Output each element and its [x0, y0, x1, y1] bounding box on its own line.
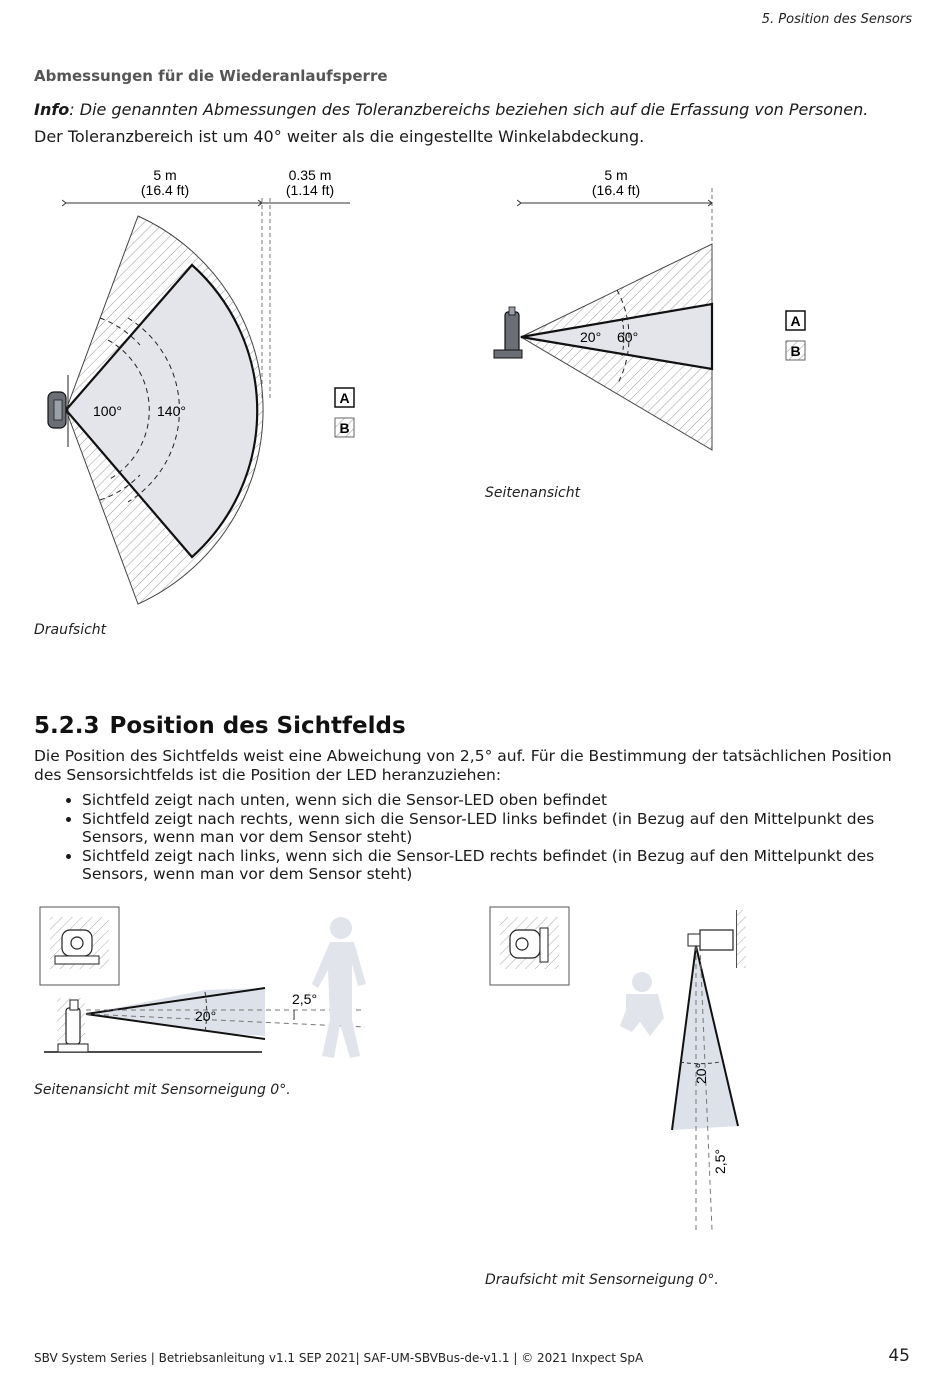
side-view-caption: Seitenansicht	[485, 485, 581, 501]
bottom-figures	[0, 890, 950, 1250]
sensor-side-icon	[505, 312, 519, 356]
bullet-list	[62, 791, 937, 884]
dim2-ft: (1.14 ft)	[285, 182, 335, 198]
side-dim-m: 5 m	[604, 167, 628, 183]
top-figures	[0, 0, 950, 660]
dim1-m: 5 m	[153, 167, 177, 183]
section-title: Position des Sichtfelds	[109, 713, 406, 739]
person-top-silhouette-icon	[620, 972, 664, 1036]
section-heading	[34, 713, 406, 739]
dev-angle-right: 2,5°	[712, 1148, 728, 1174]
info-text: : Die genannten Abmessungen des Toleranzbereichs beziehen sich auf die Erfassung von Personen.	[69, 100, 869, 119]
side-tilt-diagram	[40, 907, 366, 1058]
person-silhouette-icon	[312, 917, 366, 1058]
angle-100: 100°	[93, 403, 122, 419]
page-number: 45	[888, 1346, 910, 1366]
list-item: • Sichtfeld zeigt nach links, wenn sich die Sensor-LED rechts befindet (in Bezug auf den Mittelpunkt des Sensors, wenn man vor dem Sensor steht)	[82, 847, 937, 884]
footer-text: SBV System Series | Betriebsanleitung v1.1 SEP 2021| SAF-UM-SBVBus-de-v1.1 | © 2021 Inxpect SpA	[34, 1351, 644, 1365]
side-dim-ft: (16.4 ft)	[591, 182, 641, 198]
list-item: • Sichtfeld zeigt nach rechts, wenn sich die Sensor-LED links befindet (in Bezug auf den Mittelpunkt des Sensors, wenn man vor dem Sensor steht)	[82, 810, 937, 847]
top-view-diagram	[48, 167, 350, 604]
angle-20: 20°	[580, 329, 602, 345]
top-tilt-diagram	[490, 907, 746, 1230]
list-item: • Sichtfeld zeigt nach unten, wenn sich die Sensor-LED oben befindet	[82, 791, 937, 810]
fov-angle-left: 20°	[195, 1008, 217, 1024]
top-tilt-caption: Draufsicht mit Sensorneigung 0°.	[485, 1272, 719, 1288]
dev-angle-left: 2,5°	[292, 991, 318, 1007]
dim1-ft: (16.4 ft)	[140, 182, 190, 198]
running-header: 5. Position des Sensors	[761, 12, 912, 27]
fov-angle-right: 20°	[693, 1062, 709, 1084]
subsection-title: Abmessungen für die Wiederanlaufsperre	[34, 67, 388, 85]
tolerance-paragraph: Der Toleranzbereich ist um 40° weiter als die eingestellte Winkelabdeckung.	[34, 127, 645, 146]
section-number: 5.2.3	[34, 713, 100, 739]
info-label: Info	[34, 100, 70, 119]
section-body: Die Position des Sichtfelds weist eine Abweichung von 2,5° auf. Für die Bestimmung der tatsächlichen Position des Sensorsichtfelds ist die Position der LED heranzuziehen:	[34, 747, 892, 784]
dim2-m: 0.35 m	[288, 167, 332, 183]
side-legend-a-label: A	[790, 313, 801, 329]
angle-60: 60°	[617, 329, 639, 345]
sensor-top-tilt-icon	[700, 930, 733, 950]
legend-b-label: B	[339, 420, 350, 436]
top-view-caption: Draufsicht	[34, 622, 107, 638]
legend-a-label: A	[339, 390, 350, 406]
side-tilt-caption: Seitenansicht mit Sensorneigung 0°.	[34, 1082, 291, 1098]
side-view-diagram	[494, 167, 712, 450]
side-legend-b-label: B	[790, 343, 801, 359]
angle-140: 140°	[157, 403, 186, 419]
